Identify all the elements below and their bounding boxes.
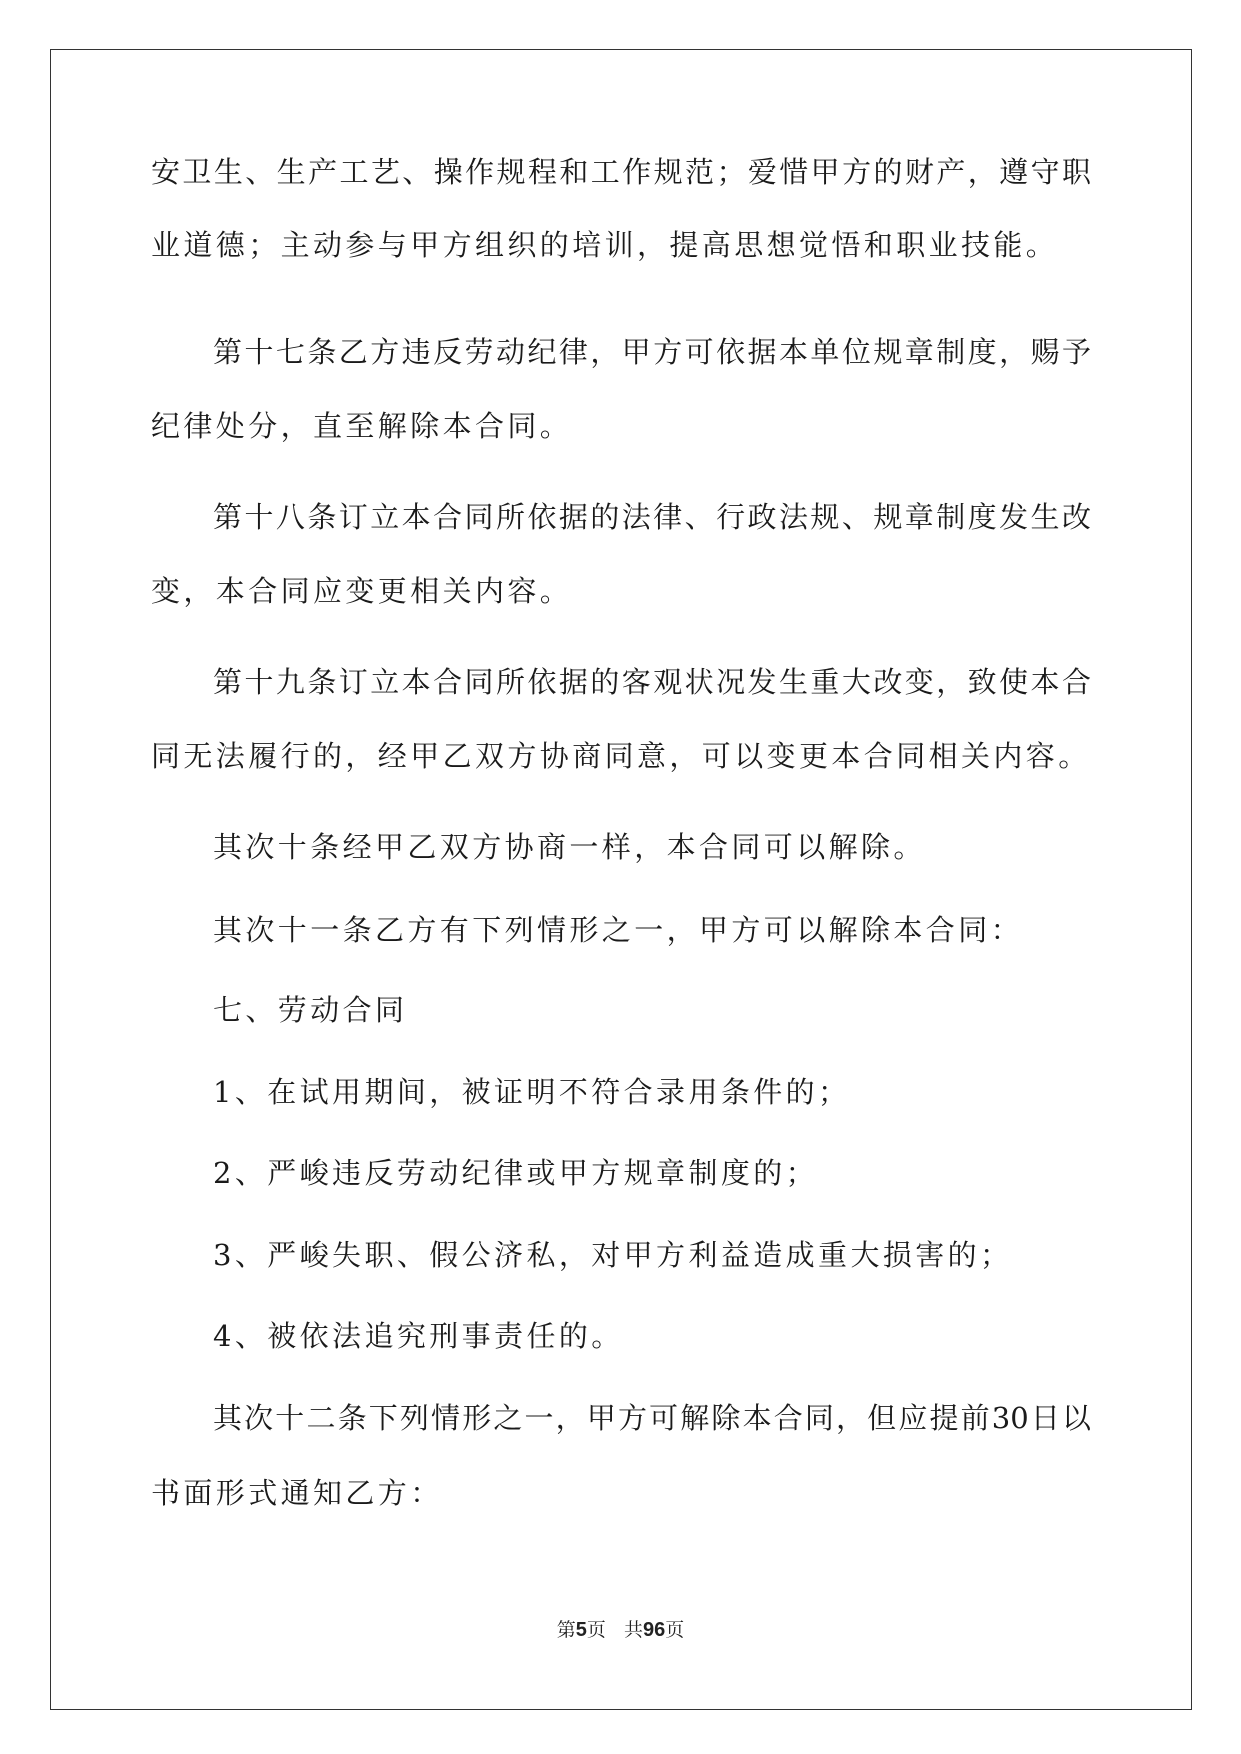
text-line: 2、严峻违反劳动纪律或甲方规章制度的； — [213, 1156, 819, 1190]
total-pages: 96 — [642, 1619, 666, 1641]
text-line: 其次十一条乙方有下列情形之一，甲方可以解除本合同： — [213, 913, 1024, 947]
text-line: 同无法履行的，经甲乙双方协商同意，可以变更本合同相关内容。 — [151, 739, 1091, 773]
text-line: 3、严峻失职、假公济私，对甲方利益造成重大损害的； — [213, 1238, 1013, 1272]
text-line: 其次十条经甲乙双方协商一样，本合同可以解除。 — [213, 830, 926, 864]
total-prefix: 共 — [623, 1619, 643, 1641]
page-number: 5 — [575, 1619, 587, 1641]
text-line: 第十八条订立本合同所依据的法律、行政法规、规章制度发生改 — [213, 500, 1091, 534]
page-border — [50, 49, 1192, 1710]
text-line: 4、被依法追究刑事责任的。 — [213, 1319, 624, 1353]
page-footer — [0, 1615, 1241, 1642]
text-line: 纪律处分，直至解除本合同。 — [151, 409, 573, 443]
text-line: 安卫生、生产工艺、操作规程和工作规范；爱惜甲方的财产，遵守职 — [151, 155, 1091, 189]
text-line: 第十七条乙方违反劳动纪律，甲方可依据本单位规章制度，赐予 — [213, 335, 1091, 369]
text-line: 第十九条订立本合同所依据的客观状况发生重大改变，致使本合 — [213, 665, 1091, 699]
total-suffix: 页 — [665, 1619, 685, 1641]
page-prefix: 第 — [556, 1619, 576, 1641]
text-line: 1、在试用期间，被证明不符合录用条件的； — [213, 1075, 851, 1109]
page-suffix: 页 — [586, 1619, 606, 1641]
text-line: 书面形式通知乙方： — [151, 1476, 443, 1510]
text-line: 业道德；主动参与甲方组织的培训，提高思想觉悟和职业技能。 — [151, 228, 1059, 262]
text-line: 变，本合同应变更相关内容。 — [151, 574, 573, 608]
text-line: 七、劳动合同 — [213, 993, 408, 1027]
text-line: 其次十二条下列情形之一，甲方可解除本合同，但应提前30日以 — [213, 1401, 1091, 1435]
